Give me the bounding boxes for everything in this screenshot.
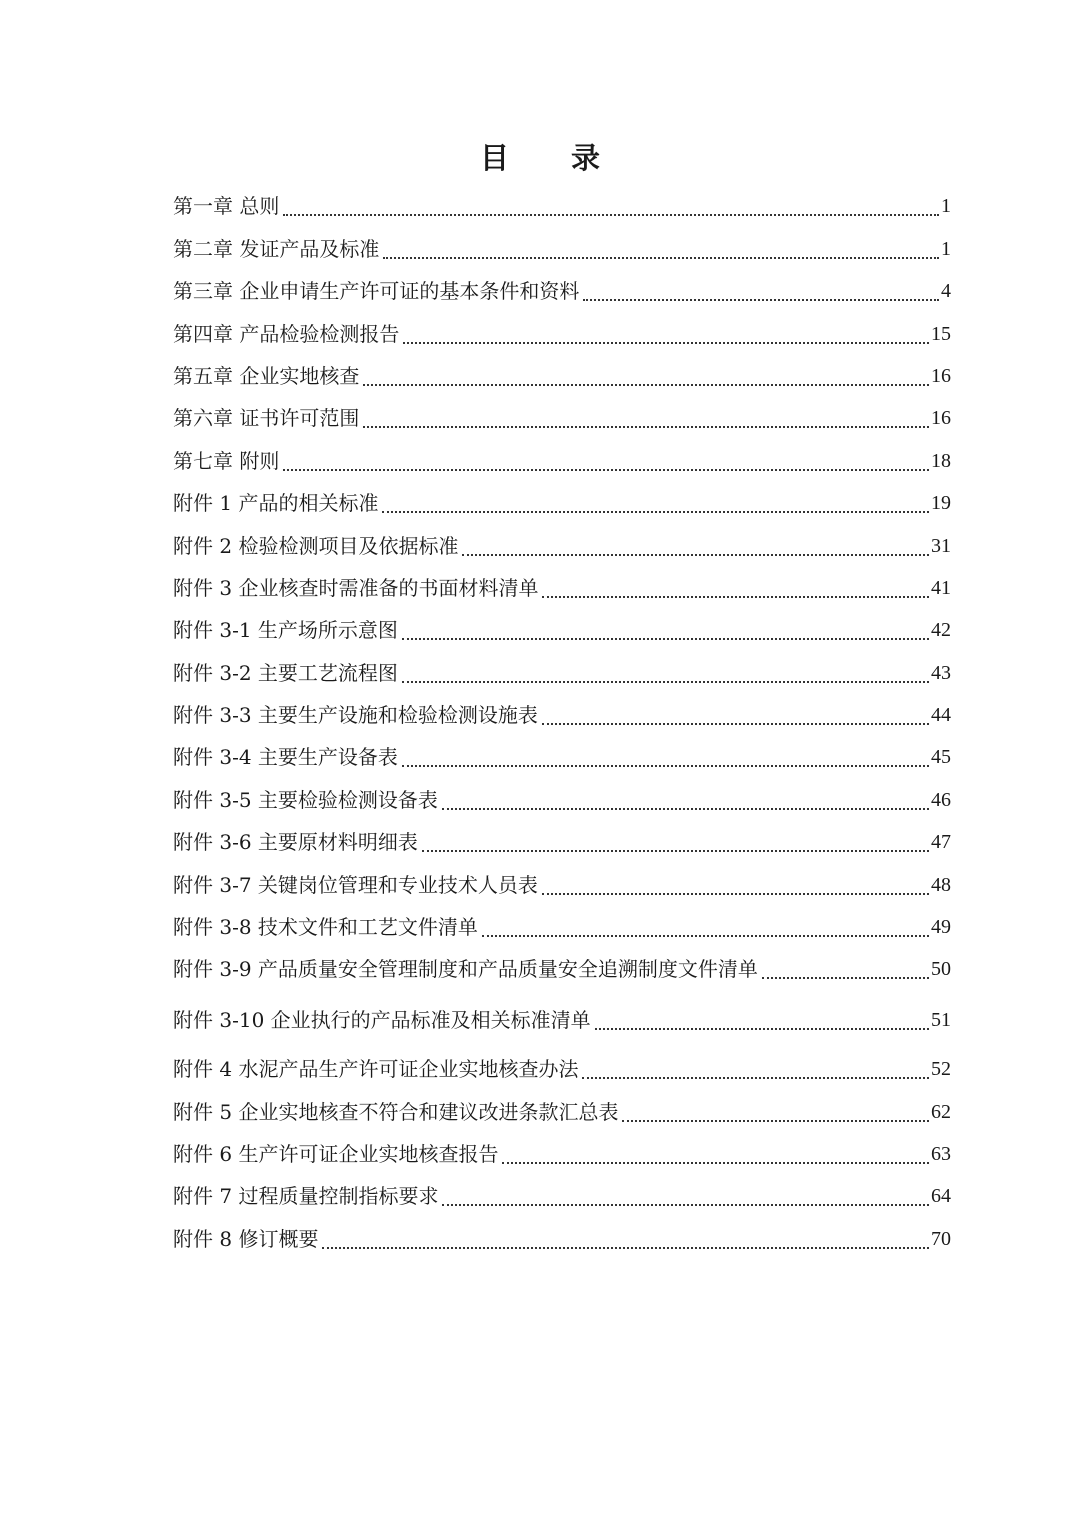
toc-entry-annex-2[interactable] xyxy=(173,524,951,566)
toc-entry-label: 附件 3-1 生产场所示意图 xyxy=(173,618,398,643)
toc-entry-chapter-2[interactable] xyxy=(173,227,951,269)
toc-entry-label: 附件 3 企业核查时需准备的书面材料清单 xyxy=(173,575,539,600)
toc-leader-dots xyxy=(283,469,929,471)
toc-entry-label: 附件 3-6 主要原材料明细表 xyxy=(173,830,418,855)
toc-entry-label: 附件 3-8 技术文件和工艺文件清单 xyxy=(173,915,478,940)
table-of-contents xyxy=(173,185,951,1260)
toc-page-number: 47 xyxy=(931,831,951,854)
toc-entry-annex-3-3[interactable] xyxy=(173,694,951,736)
toc-entry-chapter-3[interactable] xyxy=(173,270,951,312)
toc-leader-dots xyxy=(762,977,929,979)
toc-page-number: 45 xyxy=(931,746,951,769)
toc-entry-label: 第二章 发证产品及标准 xyxy=(173,236,380,261)
toc-leader-dots xyxy=(583,299,939,301)
toc-leader-dots xyxy=(542,596,929,598)
toc-leader-dots xyxy=(422,850,929,852)
toc-entry-label: 附件 4 水泥产品生产许可证企业实地核查办法 xyxy=(173,1057,579,1082)
toc-entry-label: 第六章 证书许可范围 xyxy=(173,406,360,431)
toc-page-number: 16 xyxy=(931,364,951,387)
toc-entry-chapter-5[interactable] xyxy=(173,355,951,397)
toc-entry-annex-6[interactable] xyxy=(173,1133,951,1175)
toc-entry-annex-7[interactable] xyxy=(173,1175,951,1217)
toc-leader-dots xyxy=(322,1247,929,1249)
toc-leader-dots xyxy=(595,1028,929,1030)
toc-leader-dots xyxy=(402,765,929,767)
toc-leader-dots xyxy=(402,681,929,683)
toc-page-number: 18 xyxy=(931,449,951,472)
toc-page-number: 41 xyxy=(931,576,951,599)
toc-leader-dots xyxy=(382,511,929,513)
toc-leader-dots xyxy=(403,342,929,344)
toc-entry-annex-3-4[interactable] xyxy=(173,736,951,778)
toc-entry-annex-3-1[interactable] xyxy=(173,609,951,651)
toc-entry-label: 附件 3-3 主要生产设施和检验检测设施表 xyxy=(173,703,538,728)
toc-entry-annex-3-7[interactable] xyxy=(173,863,951,905)
toc-entry-label: 第四章 产品检验检测报告 xyxy=(173,321,400,346)
toc-page-number: 4 xyxy=(941,280,951,303)
toc-leader-dots xyxy=(442,808,929,810)
toc-leader-dots xyxy=(622,1120,929,1122)
toc-entry-label: 附件 7 过程质量控制指标要求 xyxy=(173,1184,439,1209)
toc-entry-annex-4[interactable] xyxy=(173,1048,951,1090)
toc-entry-label: 附件 3-4 主要生产设备表 xyxy=(173,745,398,770)
toc-entry-annex-1[interactable] xyxy=(173,482,951,524)
toc-entry-annex-3[interactable] xyxy=(173,567,951,609)
toc-entry-label: 第五章 企业实地核查 xyxy=(173,363,360,388)
toc-page-number: 52 xyxy=(931,1058,951,1081)
toc-page-number: 51 xyxy=(931,1008,951,1031)
toc-entry-annex-3-10[interactable] xyxy=(173,998,951,1040)
page-title: 目 录 xyxy=(479,141,627,175)
toc-entry-annex-8[interactable] xyxy=(173,1217,951,1259)
toc-entry-chapter-6[interactable] xyxy=(173,397,951,439)
toc-leader-dots xyxy=(283,214,939,216)
toc-page-number: 63 xyxy=(931,1142,951,1165)
toc-entry-chapter-7[interactable] xyxy=(173,439,951,481)
toc-entry-label: 附件 8 修订概要 xyxy=(173,1226,319,1251)
toc-leader-dots xyxy=(482,935,929,937)
toc-page-number: 42 xyxy=(931,619,951,642)
toc-page-number: 1 xyxy=(941,237,951,260)
toc-entry-label: 附件 6 生产许可证企业实地核查报告 xyxy=(173,1141,499,1166)
toc-entry-label: 第三章 企业申请生产许可证的基本条件和资料 xyxy=(173,279,580,304)
toc-page-number: 19 xyxy=(931,492,951,515)
toc-entry-label: 附件 3-2 主要工艺流程图 xyxy=(173,660,398,685)
toc-entry-label: 附件 5 企业实地核查不符合和建议改进条款汇总表 xyxy=(173,1099,619,1124)
toc-entry-label: 附件 3-5 主要检验检测设备表 xyxy=(173,787,438,812)
toc-page-number: 15 xyxy=(931,322,951,345)
toc-leader-dots xyxy=(383,257,939,259)
toc-entry-annex-5[interactable] xyxy=(173,1090,951,1132)
toc-page-number: 48 xyxy=(931,873,951,896)
toc-page-number: 62 xyxy=(931,1100,951,1123)
toc-entry-label: 附件 3-7 关键岗位管理和专业技术人员表 xyxy=(173,872,538,897)
toc-page-number: 64 xyxy=(931,1185,951,1208)
toc-page-number: 1 xyxy=(941,195,951,218)
toc-entry-label: 附件 1 产品的相关标准 xyxy=(173,491,379,516)
toc-leader-dots xyxy=(462,554,929,556)
toc-page-number: 31 xyxy=(931,534,951,557)
toc-entry-label: 附件 3-10 企业执行的产品标准及相关标准清单 xyxy=(173,1007,591,1032)
toc-entry-annex-3-6[interactable] xyxy=(173,821,951,863)
toc-entry-chapter-1[interactable] xyxy=(173,185,951,227)
toc-leader-dots xyxy=(402,638,929,640)
toc-leader-dots xyxy=(582,1077,929,1079)
toc-leader-dots xyxy=(542,893,929,895)
toc-entry-annex-3-8[interactable] xyxy=(173,906,951,948)
toc-entry-label: 第一章 总则 xyxy=(173,194,280,219)
toc-leader-dots xyxy=(363,426,929,428)
toc-entry-annex-3-9[interactable] xyxy=(173,948,951,990)
toc-entry-label: 附件 3-9 产品质量安全管理制度和产品质量安全追溯制度文件清单 xyxy=(173,957,758,982)
toc-page-number: 16 xyxy=(931,407,951,430)
toc-leader-dots xyxy=(442,1204,929,1206)
toc-leader-dots xyxy=(502,1162,929,1164)
toc-page-number: 50 xyxy=(931,958,951,981)
toc-page-number: 49 xyxy=(931,916,951,939)
toc-entry-label: 第七章 附则 xyxy=(173,448,280,473)
toc-page-number: 43 xyxy=(931,661,951,684)
toc-page-number: 70 xyxy=(931,1227,951,1250)
toc-page-number: 46 xyxy=(931,788,951,811)
toc-entry-annex-3-5[interactable] xyxy=(173,778,951,820)
toc-page-number: 44 xyxy=(931,704,951,727)
toc-entry-annex-3-2[interactable] xyxy=(173,651,951,693)
toc-leader-dots xyxy=(363,384,929,386)
toc-entry-chapter-4[interactable] xyxy=(173,312,951,354)
toc-entry-label: 附件 2 检验检测项目及依据标准 xyxy=(173,533,459,558)
toc-leader-dots xyxy=(542,723,929,725)
